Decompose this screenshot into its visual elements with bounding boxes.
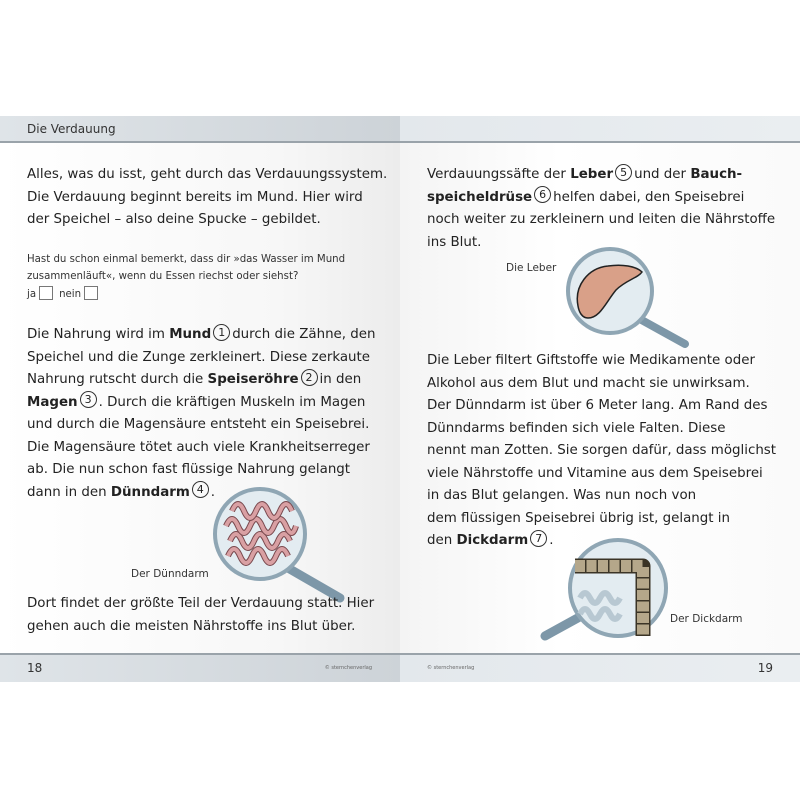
marker-2: 2 xyxy=(301,369,318,386)
intro-line-1: Alles, was du isst, geht durch das Verdauungssystem. xyxy=(27,167,388,182)
page-number: 18 xyxy=(27,661,43,675)
page-19 xyxy=(400,116,800,682)
book-spread xyxy=(0,116,800,682)
para1-line-3: noch weiter zu zerkleinern und leiten die Nährstoffe xyxy=(427,212,776,227)
marker-5: 5 xyxy=(615,164,632,181)
term-magen: Magen xyxy=(27,394,78,410)
page-footer xyxy=(0,653,400,682)
body-line-5: und durch die Magensäure entsteht ein Speisebrei. xyxy=(27,417,370,432)
body-line-6: Die Magensäure tötet auch viele Krankheitserreger xyxy=(27,439,370,455)
para2-line-2: Alkohol aus dem Blut und macht sie unwirksam. xyxy=(427,375,750,391)
para2-line-3: Der Dünndarm ist über 6 Meter lang. Am Rand des xyxy=(427,398,768,413)
page-number: 19 xyxy=(757,661,773,675)
closing-line-1: Dort findet der größte Teil der Verdauung statt. Hier xyxy=(27,596,375,611)
copyright: © sternchenverlag xyxy=(427,665,475,671)
answer-no-checkbox[interactable] xyxy=(84,286,98,300)
term-speiseroehre: Speiseröhre xyxy=(207,372,299,387)
para2-line-1: Die Leber filtert Giftstoffe wie Medikamente oder xyxy=(427,353,755,368)
answer-no-label: nein xyxy=(59,289,82,300)
closing-line-2: gehen auch die meisten Nährstoffe ins Blut über. xyxy=(27,618,356,634)
para1-line-1: Verdauungssäfte der Leber 5 und der Bauch- xyxy=(427,165,743,182)
term-bauchspeicheldruese: speicheldrüse xyxy=(427,189,533,205)
para2-line-7: in das Blut gelangen. Was nun noch von xyxy=(427,488,697,503)
para1-line-4: ins Blut. xyxy=(427,234,482,250)
body-line-1: Die Nahrung wird im Mund 1 durch die Zähne, den xyxy=(27,325,376,342)
page-header xyxy=(0,116,400,143)
body-line-7: ab. Die nun schon fast flüssige Nahrung gelangt xyxy=(27,462,351,477)
body-line-3: Nahrung rutscht durch die Speiseröhre 2 in den xyxy=(27,370,362,387)
marker-7: 7 xyxy=(530,530,547,547)
body-line-4: Magen 3 . Durch die kräftigen Muskeln im Magen xyxy=(27,393,366,410)
page-footer xyxy=(400,653,800,682)
large-intestine-caption: Der Dickdarm xyxy=(670,613,743,625)
liver-caption: Die Leber xyxy=(506,262,557,274)
question-line-2: zusammenläuft«, wenn du Essen riechst oder siehst? xyxy=(27,271,299,282)
para2-line-8: dem flüssigen Speisebrei übrig ist, gelangt in xyxy=(427,510,731,526)
chapter-title: Die Verdauung xyxy=(27,122,116,136)
marker-4: 4 xyxy=(192,481,209,498)
marker-3: 3 xyxy=(80,391,97,408)
term-mund: Mund xyxy=(169,327,212,342)
small-intestine-illustration xyxy=(210,486,350,606)
marker-1: 1 xyxy=(213,324,230,341)
para2-line-4: Dünndarms befinden sich viele Falten. Diese xyxy=(427,420,726,436)
answer-yes-label: ja xyxy=(27,289,37,300)
term-duenndarm: Dünndarm xyxy=(110,484,190,500)
answer-yes-checkbox[interactable] xyxy=(39,286,53,300)
intro-line-3: der Speichel – also deine Spucke – gebildet. xyxy=(27,212,321,227)
para1-line-2: speicheldrüse 6 helfen dabei, den Speisebrei xyxy=(427,188,745,205)
page-18 xyxy=(0,116,400,682)
liver-illustration xyxy=(560,246,700,351)
body-line-8: dann in den Dünndarm 4 . xyxy=(27,483,216,500)
intro-line-2: Die Verdauung beginnt bereits im Mund. Hier wird xyxy=(27,189,363,205)
marker-6: 6 xyxy=(534,186,551,203)
copyright: © sternchenverlag xyxy=(324,665,372,671)
para2-line-5: nennt man Zotten. Sie sorgen dafür, dass möglichst xyxy=(427,443,777,458)
large-intestine-illustration xyxy=(535,536,675,646)
page-header xyxy=(400,116,800,143)
para2-line-9: den Dickdarm 7 . xyxy=(427,531,554,548)
body-line-2: Speichel und die Zunge zerkleinert. Diese zerkaute xyxy=(27,349,371,365)
term-dickdarm: Dickdarm xyxy=(456,533,529,548)
question-line-1: Hast du schon einmal bemerkt, dass dir »das Wasser im Mund xyxy=(27,254,346,265)
answer-row xyxy=(27,286,104,303)
para2-line-6: viele Nährstoffe und Vitamine aus dem Speisebrei xyxy=(427,465,763,481)
small-intestine-caption: Der Dünndarm xyxy=(131,568,209,580)
term-leber: Leber xyxy=(570,167,614,182)
